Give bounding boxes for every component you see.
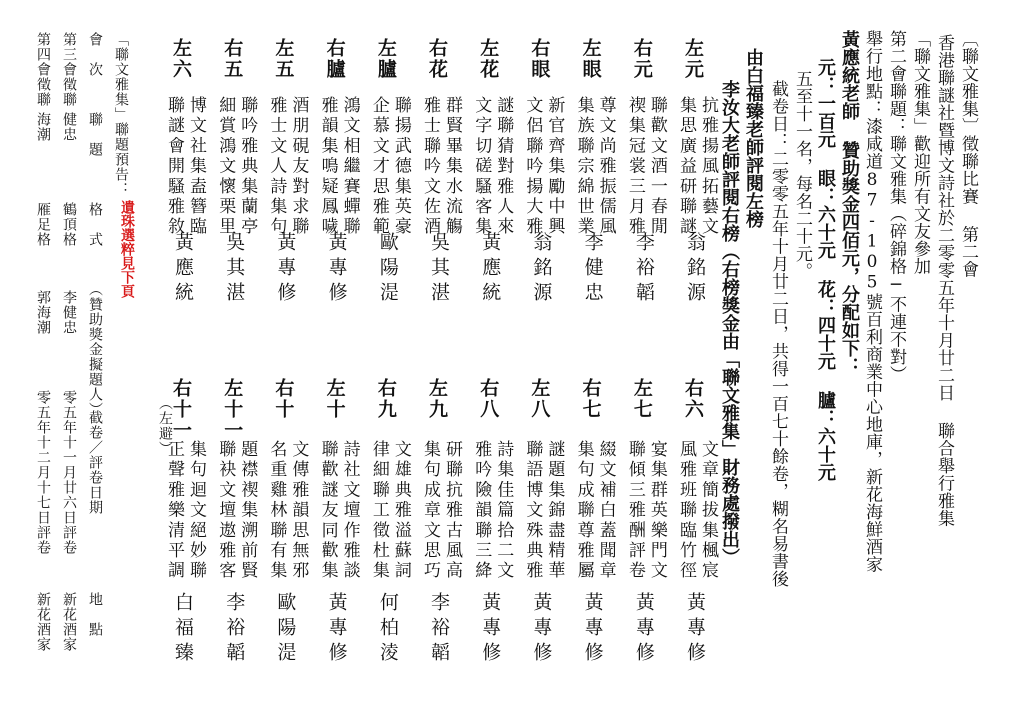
- header-judge-right: 李汝大老師評閱右榜（右榜獎金由「聯文雅集」財務處撥出）: [719, 80, 740, 566]
- entry-position: 右十一: [170, 378, 192, 441]
- entry-position: 右五: [221, 38, 244, 80]
- footer-col-session: 會 次: [87, 32, 103, 77]
- entry-position: 右眼: [528, 38, 551, 80]
- entry-position: 右七: [579, 378, 602, 420]
- entry-line-2: 文傳雅韻思無邪: [288, 440, 309, 582]
- entry-position: 右六: [682, 378, 704, 420]
- entry-line-1: 集思廣益研聯謎: [676, 96, 696, 238]
- footer-row4-sponsor: 郭海潮: [35, 290, 51, 335]
- entry-author: 黃應統: [172, 232, 194, 307]
- entry-line-1: 集句成章文思巧: [420, 440, 440, 582]
- entry-author: 李健忠: [581, 232, 604, 307]
- entry-line-2: 新官齊集勵中興: [544, 96, 565, 238]
- entry-position: 左八: [528, 378, 551, 420]
- entry-line-2: 博文社集盍簪臨: [186, 96, 206, 238]
- entry-line-2: 抗雅揚風拓藝文: [698, 96, 718, 238]
- footer-col-topic: 聯 題: [87, 112, 103, 157]
- entry-author: 吳其湛: [428, 232, 450, 307]
- footer-col-venue: 地 點: [87, 592, 103, 637]
- footer-red-note: 遺珠選粹見下頁: [119, 200, 135, 298]
- footer-col-format: 格 式: [87, 202, 103, 247]
- header-prizes: 元：一百元 眼：六十元 花：四十元 臚：六十元: [815, 58, 836, 481]
- entry-position: 左臚: [374, 38, 397, 80]
- footer-row3-sponsor: 李健忠: [61, 290, 77, 335]
- entry-line-2: 詩社文壇作雅談: [339, 440, 360, 582]
- entry-author: 黃專修: [530, 592, 553, 667]
- entry-line-1: 雅士聯吟文佐酒: [420, 96, 440, 238]
- entry-author: 歐陽湜: [274, 592, 297, 667]
- entry-line-2: 鴻文相繼賽蟬聯: [339, 96, 360, 238]
- entry-note: （左避）: [157, 396, 173, 456]
- entry-line-2: 詩集佳篇拾二文: [493, 440, 514, 582]
- entry-line-1: 聯袂文壇遨雅客: [215, 440, 236, 582]
- entry-author: 黃專修: [274, 232, 297, 307]
- entry-author: 李裕韜: [223, 592, 246, 667]
- entry-line-1: 集句成聯尊雅屬: [573, 440, 594, 582]
- footer-row4-format: 雁足格: [35, 202, 51, 247]
- entry-position: 左十: [323, 378, 346, 420]
- footer-row4-topic: 海潮: [35, 112, 51, 142]
- header-deadline: 截卷日：二零零五年十月廿二日，共得一百七十餘卷，糊名易書後: [768, 80, 788, 588]
- entry-line-1: 正聲雅樂清平調: [164, 440, 184, 582]
- entry-line-2: 文章簡拔集楓宸: [698, 440, 718, 582]
- footer-col-sponsor: （贊助獎金擬題人）: [87, 282, 103, 417]
- footer-row3-session: 第三會徵聯: [61, 32, 77, 107]
- entry-position: 右花: [426, 38, 448, 80]
- entry-author: 黃專修: [479, 592, 502, 667]
- entry-line-1: 雅韻集鳴疑鳳噦: [317, 96, 338, 238]
- entry-position: 右九: [374, 378, 397, 420]
- entry-line-1: 雅士文人詩集句: [266, 96, 287, 238]
- entry-author: 歐陽湜: [376, 232, 399, 307]
- entry-line-1: 文字切磋騷客集: [471, 96, 492, 238]
- entry-line-1: 聯歡謎友同歡集: [317, 440, 338, 582]
- header-sponsor: 黃應統老師 贊助獎金四佰元，分配如下：: [839, 30, 860, 375]
- entry-line-2: 謎題集錦盡精華: [544, 440, 565, 582]
- entry-author: 李裕韜: [632, 232, 655, 307]
- entry-position: 左六: [170, 38, 192, 80]
- entry-line-2: 群賢畢集水流觴: [442, 96, 462, 238]
- entry-line-1: 集族聯宗綿世業: [573, 96, 594, 238]
- header-minor-prizes: 五至十一名，每名二十元。: [792, 70, 812, 280]
- entry-author: 黃專修: [325, 232, 348, 307]
- entry-position: 右元: [630, 38, 653, 80]
- entry-line-2: 酒朋硯友對求聯: [288, 96, 309, 238]
- entry-position: 左花: [477, 38, 500, 80]
- entry-position: 左七: [630, 378, 653, 420]
- entry-line-1: 聯謎會開騷雅敘: [164, 96, 184, 238]
- entry-line-2: 聯揚武德集英豪: [390, 96, 411, 238]
- entry-author: 黃專修: [684, 592, 706, 667]
- entry-line-1: 聯語博文殊典雅: [522, 440, 543, 582]
- entry-author: 白福臻: [172, 592, 194, 667]
- entry-line-2: 綴文補白蓋聞章: [595, 440, 616, 582]
- header-welcome: 「聯文雅集」歡迎所有文友參加: [910, 30, 930, 275]
- footer-row4-session: 第四會徵聯: [35, 32, 51, 107]
- footer-col-dates: 截卷／評卷日期: [87, 410, 103, 515]
- header-event-line: 香港聯謎社暨博文詩社於二零零五年十月廿二日 聯合舉行雅集: [934, 34, 954, 527]
- entry-line-1: 文侶聯吟揚大雅: [522, 96, 543, 238]
- entry-position: 左元: [682, 38, 704, 80]
- entry-line-1: 聯傾三雅酬評卷: [624, 440, 645, 582]
- entry-line-1: 律細聯工徵杜集: [368, 440, 389, 582]
- footer-row3-topic: 健忠: [61, 112, 77, 142]
- entry-author: 黃專修: [325, 592, 348, 667]
- entry-line-1: 企慕文才思雅範: [368, 96, 389, 238]
- entry-author: 黃應統: [479, 232, 502, 307]
- entry-line-2: 尊文尚雅振儒風: [595, 96, 616, 238]
- entry-line-1: 雅吟險韻聯三絳: [471, 440, 492, 582]
- entry-line-2: 研聯抗雅古風高: [442, 440, 462, 582]
- entry-line-2: 謎聯猜對雅人來: [493, 96, 514, 238]
- entry-author: 李裕韜: [428, 592, 450, 667]
- footer-row4-venue: 新花酒家: [35, 592, 51, 652]
- entry-author: 翁銘源: [530, 232, 553, 307]
- entry-line-1: 禊集冠裳三月雅: [624, 96, 645, 238]
- entry-author: 何柏淩: [376, 592, 399, 667]
- footer-row3-format: 鶴頂格: [61, 202, 77, 247]
- entry-position: 左九: [426, 378, 448, 420]
- entry-line-2: 聯歡文酒一春閒: [646, 96, 667, 238]
- entry-line-2: 聯吟雅典集蘭亭: [237, 96, 258, 238]
- entry-position: 左眼: [579, 38, 602, 80]
- entry-line-2: 集句迴文絕妙聯: [186, 440, 206, 582]
- entry-position: 左十一: [221, 378, 244, 441]
- entry-line-1: 細賞鴻文懷栗里: [215, 96, 236, 238]
- footer-row3-venue: 新花酒家: [61, 592, 77, 652]
- footer-row3-dates: 零五年十一月廿六日評卷: [61, 390, 77, 555]
- entry-line-1: 風雅班聯臨竹徑: [676, 440, 696, 582]
- header-venue: 舉行地點：漆咸道87-105號百利商業中心地庫，新花海鮮酒家: [862, 30, 882, 573]
- footer-row4-dates: 零五年十二月十七日評卷: [35, 390, 51, 555]
- entry-position: 右十: [272, 378, 295, 420]
- header-title: 〔聯文雅集〕徵聯比賽 第二會: [958, 30, 978, 278]
- entry-line-2: 文雄典雅溢蘇詞: [390, 440, 411, 582]
- entry-position: 左五: [272, 38, 295, 80]
- entry-position: 右八: [477, 378, 500, 420]
- entry-line-2: 宴集群英樂門文: [646, 440, 667, 582]
- entry-author: 黃專修: [581, 592, 604, 667]
- footer-preview-label: 「聯文雅集」聯題預告：: [113, 32, 129, 197]
- header-topic: 第二會聯題：聯文雅集（碎錦格─不連不對）: [886, 30, 906, 383]
- header-judge-left: 由白福臻老師評閱左榜: [743, 48, 764, 228]
- entry-line-2: 題襟禊集溯前賢: [237, 440, 258, 582]
- entry-line-1: 名重雞林聯有集: [266, 440, 287, 582]
- entry-author: 吳其湛: [223, 232, 246, 307]
- entry-author: 黃專修: [632, 592, 655, 667]
- entry-author: 翁銘源: [684, 232, 706, 307]
- entry-position: 右臚: [323, 38, 346, 80]
